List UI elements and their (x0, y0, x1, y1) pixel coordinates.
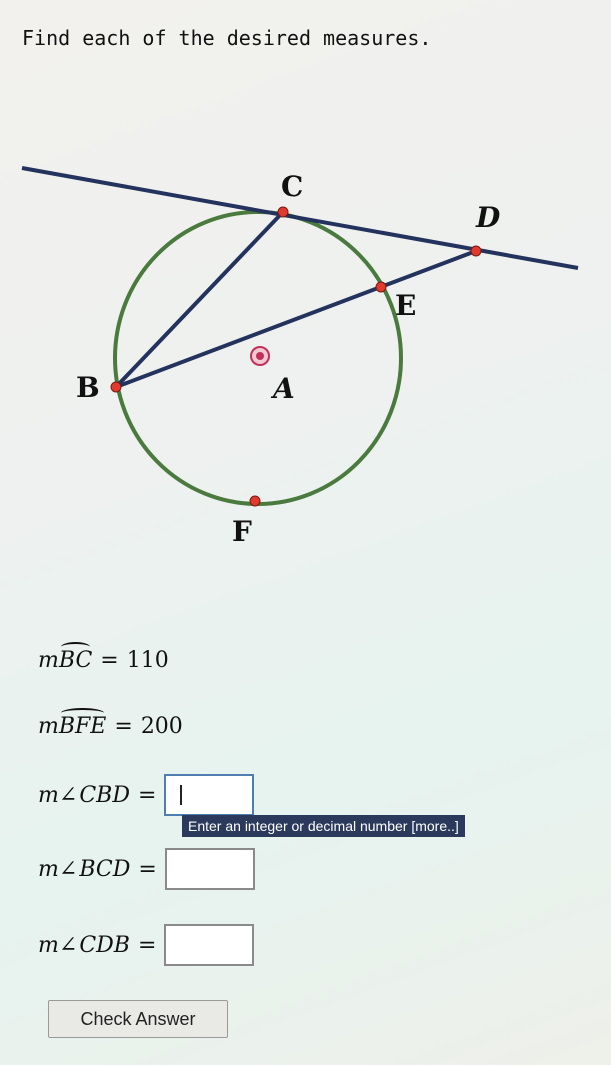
given-arc-bc (38, 648, 169, 673)
prompt-text: Find each of the desired measures. (22, 26, 432, 50)
answer-input-cbd[interactable] (164, 774, 254, 816)
question-angle-bcd (38, 848, 255, 890)
label-d: D (476, 201, 501, 234)
question-angle-cbd (38, 774, 254, 816)
label-f: F (232, 515, 252, 548)
measure-prefix: m (38, 714, 59, 739)
segment-bd (116, 251, 476, 387)
arc-name-bfe: BFE (58, 714, 107, 739)
point-f (250, 496, 260, 506)
measure-prefix: m (38, 648, 59, 673)
input-hint-tooltip: Enter an integer or decimal number [more..] (182, 815, 465, 837)
answer-input-cdb[interactable] (164, 924, 254, 966)
point-e (376, 282, 386, 292)
angle-name: BCD (79, 856, 131, 882)
equals-sign: = (100, 648, 119, 673)
label-a: A (273, 372, 295, 405)
equals-sign: = (138, 856, 157, 882)
given-arc-bfe (38, 714, 183, 739)
label-c: C (281, 170, 304, 203)
point-b (111, 382, 121, 392)
measure-prefix: m (38, 782, 59, 808)
equals-sign: = (137, 782, 157, 808)
label-b: B (76, 371, 100, 404)
measure-prefix: m (38, 856, 59, 882)
answer-input-bcd[interactable] (165, 848, 255, 890)
arc-bfe-value: 200 (140, 714, 183, 739)
arc-bc-value: 110 (126, 648, 169, 673)
label-e: E (395, 289, 417, 322)
angle-name: CBD (79, 782, 130, 808)
measure-prefix: m (38, 932, 59, 958)
angle-name: CDB (79, 932, 130, 958)
angle-icon: ∠ (58, 932, 78, 958)
equals-sign: = (114, 714, 133, 739)
point-d (471, 246, 481, 256)
point-c (278, 207, 288, 217)
angle-icon: ∠ (58, 856, 78, 882)
question-angle-cdb (38, 924, 254, 966)
arc-name-bc: BC (58, 648, 93, 673)
angle-icon: ∠ (58, 782, 78, 808)
center-point-a (256, 352, 264, 360)
equals-sign: = (137, 932, 157, 958)
check-answer-button[interactable]: Check Answer (48, 1000, 228, 1038)
